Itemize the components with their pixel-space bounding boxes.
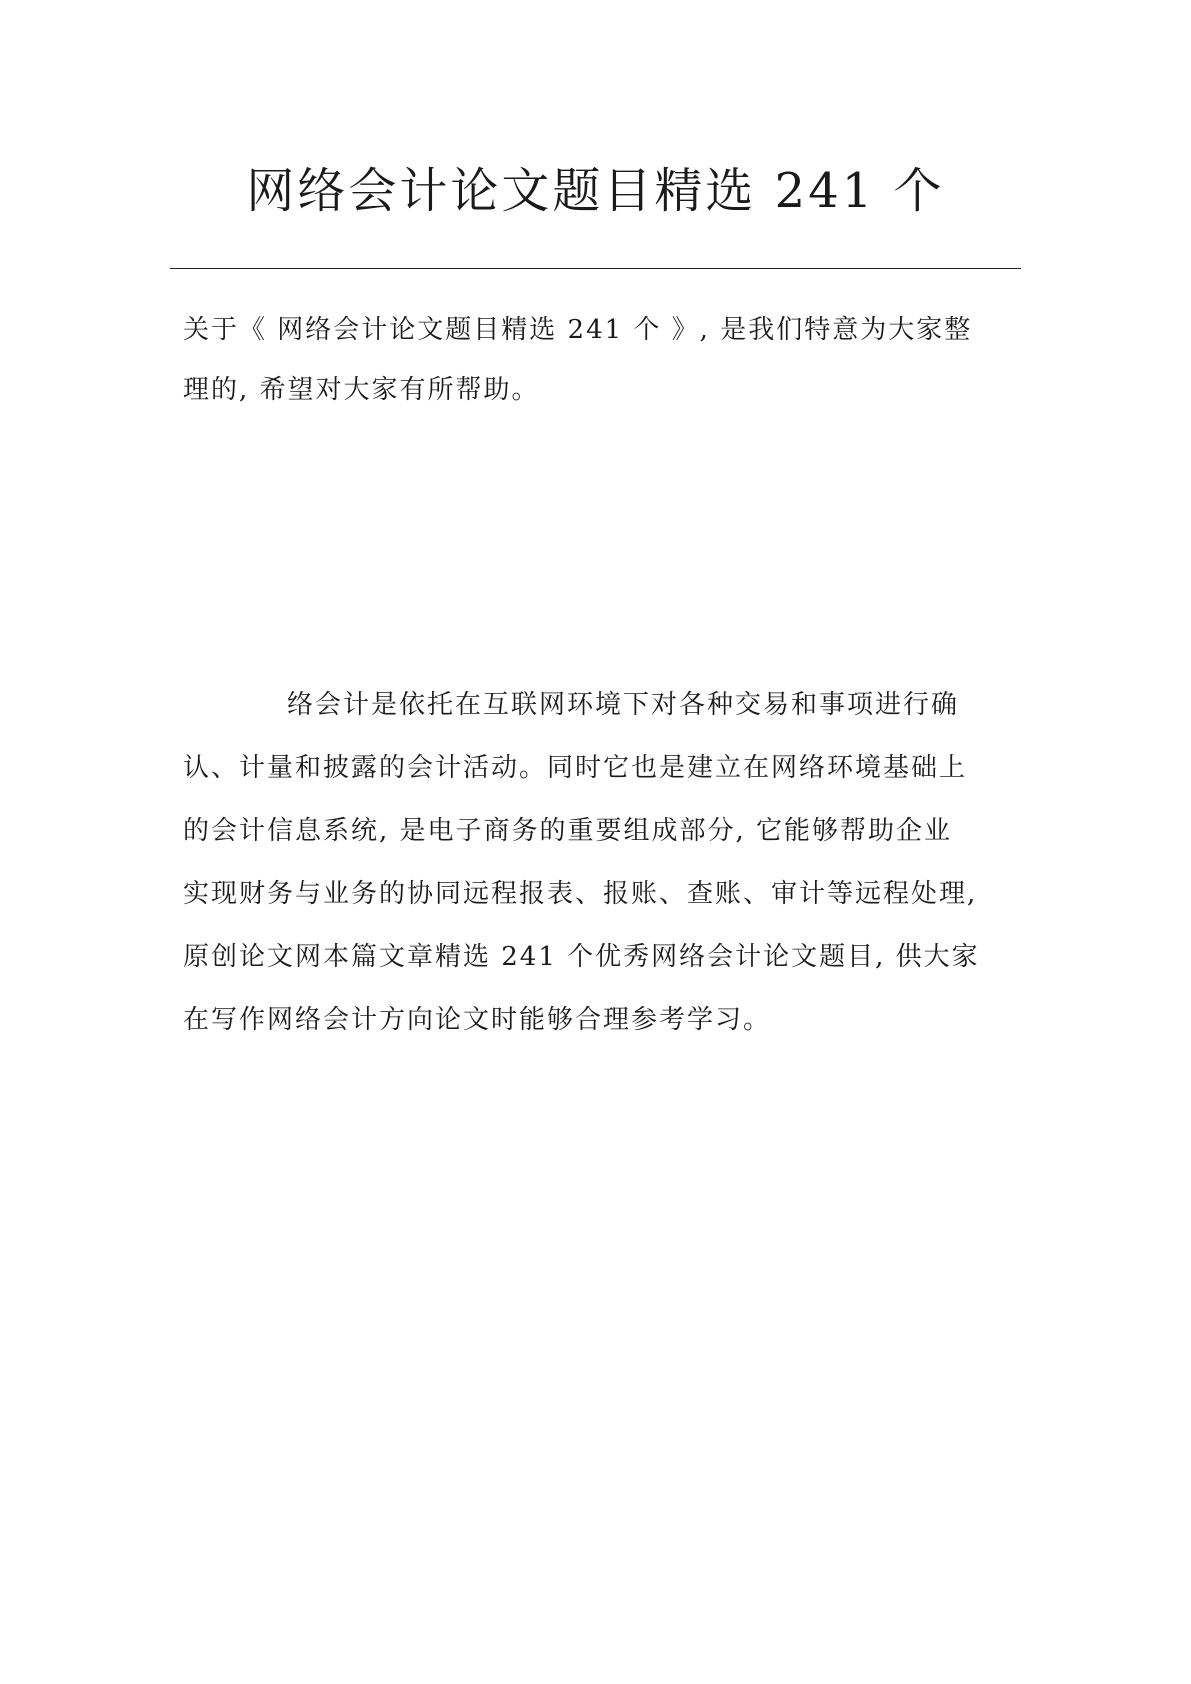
body-line: 实现财务与业务的协同远程报表、报账、查账、审计等远程处理, — [183, 879, 978, 909]
title-divider — [170, 268, 1021, 269]
body-line: 在写作网络会计方向论文时能够合理参考学习。 — [183, 1005, 772, 1035]
body-line: 的会计信息系统, 是电子商务的重要组成部分, 它能够帮助企业 — [183, 816, 953, 846]
body-line: 认、计量和披露的会计活动。同时它也是建立在网络环境基础上 — [183, 753, 968, 783]
body-line: 络会计是依托在互联网环境下对各种交易和事项进行确 — [287, 690, 960, 720]
body-line: 原创论文网本篇文章精选 241 个优秀网络会计论文题目, 供大家 — [183, 942, 980, 972]
intro-paragraph — [183, 300, 1023, 420]
body-paragraph — [183, 674, 1023, 1052]
intro-line: 理的, 希望对大家有所帮助。 — [183, 375, 540, 405]
intro-line: 关于《 网络会计论文题目精选 241 个 》, 是我们特意为大家整 — [183, 315, 973, 345]
document-title: 网络会计论文题目精选 241 个 — [246, 163, 945, 219]
